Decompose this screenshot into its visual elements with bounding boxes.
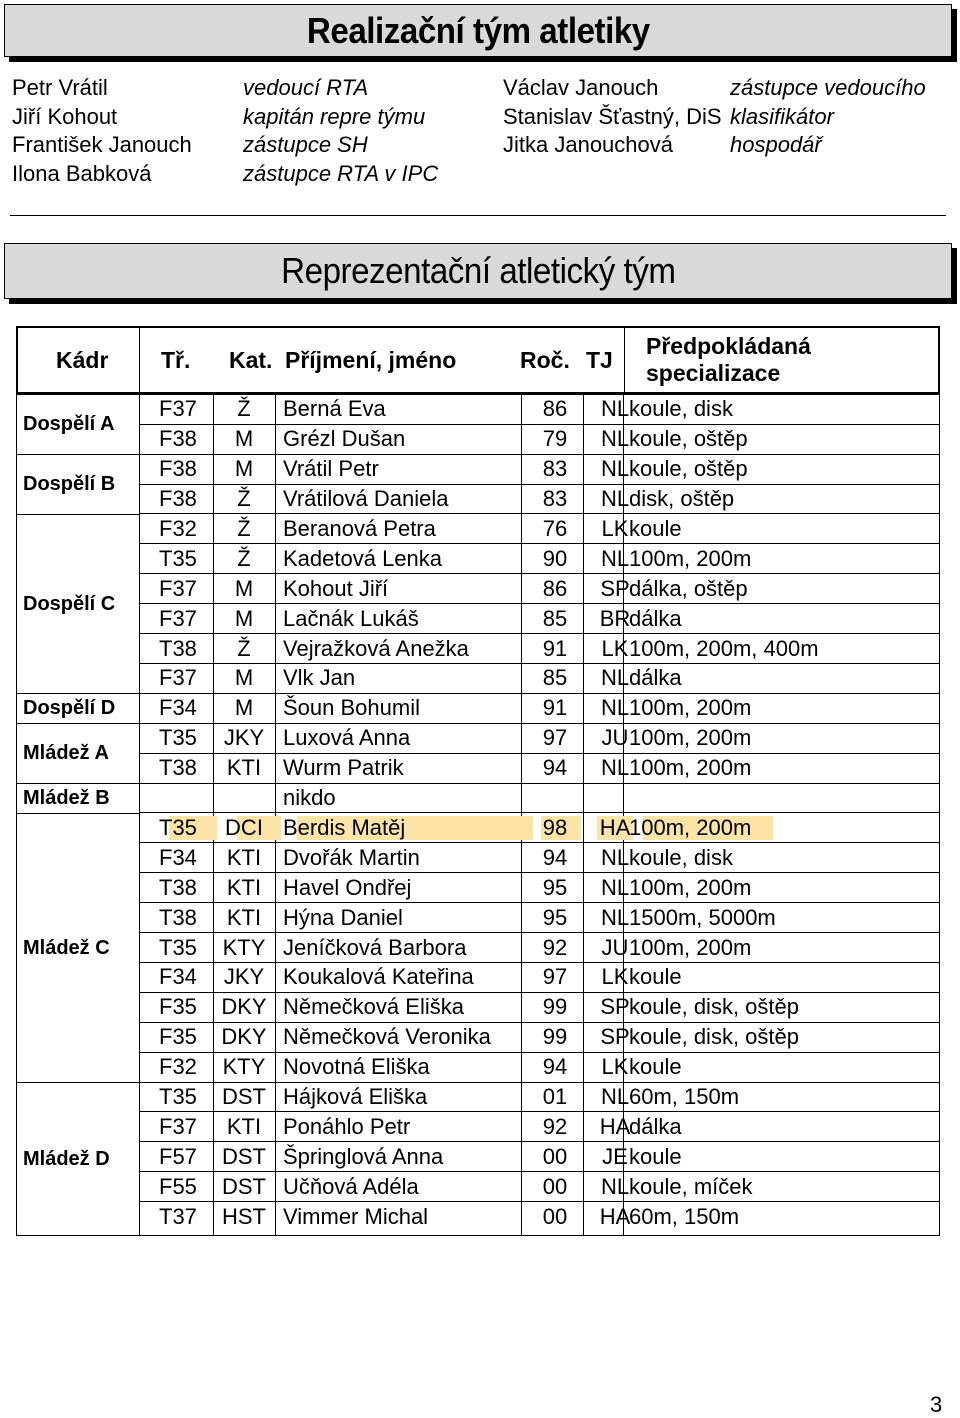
cell-specialization: koule bbox=[629, 1143, 682, 1169]
staff-name: Ilona Babková bbox=[12, 160, 152, 186]
table-row bbox=[139, 395, 939, 425]
staff-roles-right bbox=[730, 74, 926, 160]
cell-name: Vlk Jan bbox=[283, 665, 356, 691]
cell-club: LK bbox=[601, 1054, 629, 1080]
header-spec: Předpokládaná specializace bbox=[646, 333, 811, 386]
cell-club: SP bbox=[600, 575, 630, 601]
table-row bbox=[139, 1023, 939, 1053]
cell-specialization: 100m, 200m bbox=[629, 695, 752, 721]
cell-club: LK bbox=[601, 635, 629, 661]
staff-name: Václav Janouch bbox=[503, 75, 659, 100]
cell-category: KTI bbox=[226, 1113, 262, 1139]
cell-club: NL bbox=[600, 844, 630, 870]
cell-name: nikdo bbox=[283, 785, 336, 811]
cell-year: 92 bbox=[542, 1113, 568, 1139]
cell-class: T35 bbox=[159, 934, 197, 960]
cell-year: 01 bbox=[542, 1084, 568, 1110]
header-roc: Roč. bbox=[520, 346, 570, 373]
cell-name: Špringlová Anna bbox=[283, 1143, 444, 1169]
cell-class: F57 bbox=[159, 1143, 197, 1169]
cell-class: F32 bbox=[159, 515, 197, 541]
table-row bbox=[139, 873, 939, 903]
cell-year bbox=[529, 784, 581, 813]
cell-club: LK bbox=[601, 515, 629, 541]
cell-specialization: koule, disk, oštěp bbox=[629, 994, 799, 1020]
staff-role: zástupce RTA v IPC bbox=[243, 160, 439, 186]
cell-class: F38 bbox=[159, 456, 197, 482]
table-row bbox=[139, 455, 939, 485]
cell-specialization: koule bbox=[629, 964, 682, 990]
header-kat: Kat. bbox=[229, 346, 273, 373]
staff-name: Jiří Kohout bbox=[12, 103, 118, 129]
cell-class: T35 bbox=[159, 1084, 197, 1110]
table-row bbox=[139, 1053, 939, 1083]
cell-name: Dvořák Martin bbox=[283, 844, 420, 870]
cell-year: 94 bbox=[542, 755, 568, 781]
cell-category: M bbox=[234, 665, 254, 691]
cell-club: NL bbox=[600, 755, 630, 781]
page-number: 3 bbox=[930, 1392, 943, 1417]
cell-category: Ž bbox=[237, 545, 251, 571]
staff-name: Jitka Janouchová bbox=[503, 132, 673, 157]
cell-specialization: 1500m, 5000m bbox=[629, 904, 776, 930]
table-row bbox=[139, 574, 939, 604]
table-header bbox=[16, 326, 940, 394]
table-row bbox=[139, 993, 939, 1023]
cell-club: SP bbox=[600, 1024, 630, 1050]
cell-specialization: 100m, 200m bbox=[629, 874, 752, 900]
cell-category: M bbox=[234, 456, 254, 482]
group-label: Dospělí C bbox=[17, 515, 139, 694]
table-row bbox=[139, 1143, 939, 1173]
cell-year: 86 bbox=[542, 396, 568, 422]
header-name: Příjmení, jméno bbox=[285, 346, 457, 373]
cell-club: SP bbox=[600, 994, 630, 1020]
table-row bbox=[139, 963, 939, 993]
cell-category: DKY bbox=[221, 994, 267, 1020]
cell-name: Koukalová Kateřina bbox=[283, 964, 474, 990]
cell-category: DST bbox=[222, 1173, 266, 1199]
cell-year: 94 bbox=[542, 1054, 568, 1080]
group-label: Mládež D bbox=[23, 1147, 110, 1170]
cell-class: T35 bbox=[159, 545, 197, 571]
header-divider bbox=[624, 328, 625, 392]
table-row bbox=[139, 425, 939, 455]
table-row bbox=[139, 1202, 939, 1232]
group-label: Dospělí A bbox=[17, 395, 139, 455]
cell-year: 99 bbox=[542, 994, 568, 1020]
table-row bbox=[139, 515, 939, 545]
cell-year: 86 bbox=[542, 575, 568, 601]
table-row bbox=[139, 933, 939, 963]
cell-category: KTI bbox=[226, 874, 262, 900]
cell-category: KTI bbox=[226, 904, 262, 930]
cell-club: JU bbox=[601, 934, 629, 960]
cell-year: 00 bbox=[542, 1143, 568, 1169]
title-banner bbox=[4, 4, 952, 57]
header-tr: Tř. bbox=[161, 346, 191, 373]
cell-class: F37 bbox=[159, 665, 197, 691]
cell-club: NL bbox=[600, 874, 630, 900]
cell-club: BR bbox=[599, 605, 631, 631]
cell-club: NL bbox=[600, 396, 630, 422]
cell-year: 79 bbox=[542, 426, 568, 452]
cell-category: DST bbox=[222, 1143, 266, 1169]
cell-category: JKY bbox=[223, 964, 265, 990]
cell-name: Vejražková Anežka bbox=[283, 635, 469, 661]
cell-specialization: koule, oštěp bbox=[629, 456, 748, 482]
cell-specialization: 100m, 200m, 400m bbox=[629, 635, 819, 661]
cell-class: F37 bbox=[159, 575, 197, 601]
cell-specialization: koule, disk bbox=[629, 844, 733, 870]
cell-name: Havel Ondřej bbox=[283, 874, 412, 900]
cell-class: F35 bbox=[159, 994, 197, 1020]
cell-year: 95 bbox=[542, 904, 568, 930]
cell-club: JU bbox=[601, 725, 629, 751]
cell-club: NL bbox=[600, 665, 630, 691]
cell-specialization: disk, oštěp bbox=[629, 486, 735, 512]
cell-class: T38 bbox=[159, 635, 197, 661]
cell-club: NL bbox=[600, 426, 630, 452]
cell-club: JE bbox=[602, 1143, 628, 1169]
cell-category: Ž bbox=[237, 515, 251, 541]
cell-category: DKY bbox=[221, 1024, 267, 1050]
cell-specialization: dálka, oštěp bbox=[629, 575, 748, 601]
cell-specialization: 100m, 200m bbox=[629, 814, 752, 840]
team-banner bbox=[4, 243, 952, 299]
cell-club: NL bbox=[600, 486, 630, 512]
cell-class: F38 bbox=[159, 426, 197, 452]
staff-role: zástupce SH bbox=[243, 132, 368, 157]
group-label: Mládež A bbox=[17, 724, 139, 784]
cell-name: Lačnák Lukáš bbox=[283, 605, 419, 631]
cell-name: Vrátil Petr bbox=[283, 456, 379, 482]
table-row bbox=[139, 694, 939, 724]
table-row bbox=[139, 485, 939, 515]
cell-category: M bbox=[234, 605, 254, 631]
cell-year: 95 bbox=[542, 874, 568, 900]
cell-specialization: 60m, 150m bbox=[629, 1204, 740, 1230]
cell-specialization: koule, oštěp bbox=[629, 426, 748, 452]
cell-name: Kadetová Lenka bbox=[283, 545, 443, 571]
table-row bbox=[139, 844, 939, 874]
cell-class: F55 bbox=[159, 1173, 197, 1199]
cell-name: Hájková Eliška bbox=[283, 1084, 428, 1110]
cell-specialization: dálka bbox=[629, 605, 682, 631]
header-kadr: Kádr bbox=[56, 346, 109, 373]
cell-name: Vimmer Michal bbox=[283, 1204, 429, 1230]
cell-club: HA bbox=[599, 1204, 631, 1230]
cell-specialization: 100m, 200m bbox=[629, 755, 752, 781]
cell-name: Wurm Patrik bbox=[283, 755, 404, 781]
cell-name: Jeníčková Barbora bbox=[283, 934, 467, 960]
cell-year: 92 bbox=[542, 934, 568, 960]
cell-name: Kohout Jiří bbox=[283, 575, 389, 601]
staff-roles-left bbox=[243, 74, 438, 188]
cell-club: NL bbox=[600, 545, 630, 571]
cell-year: 91 bbox=[542, 635, 568, 661]
cell-name: Ponáhlo Petr bbox=[283, 1113, 411, 1139]
header-tj: TJ bbox=[586, 346, 613, 373]
cell-class: F34 bbox=[159, 964, 197, 990]
cell-category: M bbox=[234, 695, 254, 721]
cell-class: T37 bbox=[159, 1204, 197, 1230]
cell-name: Luxová Anna bbox=[283, 725, 411, 751]
cell-category: KTY bbox=[222, 1054, 266, 1080]
cell-specialization: koule, disk bbox=[629, 396, 733, 422]
cell-name: Berdis Matěj bbox=[283, 814, 406, 840]
cell-year: 99 bbox=[542, 1024, 568, 1050]
cell-year: 91 bbox=[542, 695, 568, 721]
staff-name: Petr Vrátil bbox=[12, 75, 108, 100]
cell-year: 97 bbox=[542, 964, 568, 990]
cell-category: HST bbox=[222, 1204, 266, 1230]
staff-name: František Janouch bbox=[12, 132, 192, 157]
cell-club: NL bbox=[600, 904, 630, 930]
cell-year: 98 bbox=[542, 814, 568, 840]
group-label: Dospělí B bbox=[17, 455, 139, 515]
cell-class: T38 bbox=[159, 755, 197, 781]
cell-club: NL bbox=[600, 1084, 630, 1110]
cell-specialization: dálka bbox=[629, 1113, 682, 1139]
team-title: Reprezentační atletický tým bbox=[280, 250, 676, 291]
cell-category: DST bbox=[222, 1084, 266, 1110]
cell-year: 83 bbox=[542, 456, 568, 482]
cell-specialization: koule bbox=[629, 515, 682, 541]
cell-specialization: 100m, 200m bbox=[629, 725, 752, 751]
cell-club: HA bbox=[599, 814, 631, 840]
cell-specialization: koule, disk, oštěp bbox=[629, 1024, 799, 1050]
cell-category: Ž bbox=[237, 396, 251, 422]
cell-class: F34 bbox=[159, 695, 197, 721]
cell-name: Grézl Dušan bbox=[283, 426, 406, 452]
cell-category: KTI bbox=[226, 844, 262, 870]
cell-year: 85 bbox=[542, 605, 568, 631]
cell-class: T38 bbox=[159, 904, 197, 930]
cell-class: F35 bbox=[159, 1024, 197, 1050]
cell-specialization: dálka bbox=[629, 665, 682, 691]
cell-club: NL bbox=[600, 456, 630, 482]
cell-year: 00 bbox=[542, 1173, 568, 1199]
cell-year: 90 bbox=[542, 545, 568, 571]
cell-name: Němečková Eliška bbox=[283, 994, 464, 1020]
cell-category: KTY bbox=[222, 934, 266, 960]
cell-category: KTI bbox=[226, 755, 262, 781]
cell-specialization: 100m, 200m bbox=[629, 545, 752, 571]
cell-specialization: koule, míček bbox=[629, 1173, 753, 1199]
cell-category bbox=[214, 784, 274, 813]
cell-category: M bbox=[234, 575, 254, 601]
cell-category: Ž bbox=[237, 486, 251, 512]
group-label: Mládež C bbox=[17, 814, 139, 1083]
staff-role: kapitán repre týmu bbox=[243, 103, 426, 129]
table-row bbox=[139, 814, 939, 844]
cell-year: 76 bbox=[542, 515, 568, 541]
staff-role: hospodář bbox=[730, 132, 822, 157]
cell-club: NL bbox=[600, 1173, 630, 1199]
cell-specialization: koule bbox=[629, 1054, 682, 1080]
table-row bbox=[139, 754, 939, 784]
document-title: Realizační tým atletiky bbox=[306, 9, 650, 51]
cell-name: Novotná Eliška bbox=[283, 1054, 430, 1080]
group-label: Dospělí D bbox=[17, 694, 139, 724]
cell-class: F34 bbox=[159, 844, 197, 870]
cell-name: Beranová Petra bbox=[283, 515, 436, 541]
cell-name: Vrátilová Daniela bbox=[283, 486, 449, 512]
cell-class: T38 bbox=[159, 874, 197, 900]
staff-role: zástupce vedoucího bbox=[730, 75, 926, 100]
cell-name: Hýna Daniel bbox=[283, 904, 403, 930]
table-row bbox=[139, 1172, 939, 1202]
cell-class: F38 bbox=[159, 486, 197, 512]
cell-club bbox=[588, 784, 642, 813]
table-row bbox=[139, 1113, 939, 1143]
table-row bbox=[139, 664, 939, 694]
cell-year: 85 bbox=[542, 665, 568, 691]
cell-category: JKY bbox=[223, 725, 265, 751]
cell-class: F37 bbox=[159, 605, 197, 631]
table-row bbox=[139, 545, 939, 575]
cell-specialization: 100m, 200m bbox=[629, 934, 752, 960]
table-row bbox=[139, 903, 939, 933]
cell-class: F37 bbox=[159, 396, 197, 422]
cell-name: Němečková Veronika bbox=[283, 1024, 491, 1050]
roster-table bbox=[16, 394, 940, 1236]
group-label: Mládež B bbox=[17, 784, 139, 814]
table-row bbox=[139, 784, 939, 814]
table-row bbox=[139, 724, 939, 754]
staff-role: klasifikátor bbox=[730, 103, 834, 129]
section-divider bbox=[10, 215, 946, 216]
table-row bbox=[139, 604, 939, 634]
staff-name: Stanislav Šťastný, DiS bbox=[503, 103, 722, 129]
cell-year: 00 bbox=[542, 1204, 568, 1230]
cell-class: F37 bbox=[159, 1113, 197, 1139]
cell-category: Ž bbox=[237, 635, 251, 661]
cell-category: DCI bbox=[225, 814, 263, 840]
cell-year: 97 bbox=[542, 725, 568, 751]
cell-class: F32 bbox=[159, 1054, 197, 1080]
cell-club: HA bbox=[599, 1113, 631, 1139]
cell-category: M bbox=[234, 426, 254, 452]
cell-name: Učňová Adéla bbox=[283, 1173, 419, 1199]
cell-specialization: 60m, 150m bbox=[629, 1084, 740, 1110]
cell-name: Šoun Bohumil bbox=[283, 695, 420, 721]
cell-class: T35 bbox=[159, 814, 197, 840]
staff-role: vedoucí RTA bbox=[243, 75, 369, 100]
staff-names-right bbox=[503, 74, 722, 160]
cell-year: 83 bbox=[542, 486, 568, 512]
cell-club: NL bbox=[600, 695, 630, 721]
staff-names-left bbox=[12, 74, 192, 188]
cell-class: T35 bbox=[159, 725, 197, 751]
cell-club: LK bbox=[601, 964, 629, 990]
table-row bbox=[139, 1083, 939, 1113]
table-row bbox=[139, 634, 939, 664]
cell-name: Berná Eva bbox=[283, 396, 386, 422]
header-divider bbox=[139, 328, 140, 392]
cell-year: 94 bbox=[542, 844, 568, 870]
